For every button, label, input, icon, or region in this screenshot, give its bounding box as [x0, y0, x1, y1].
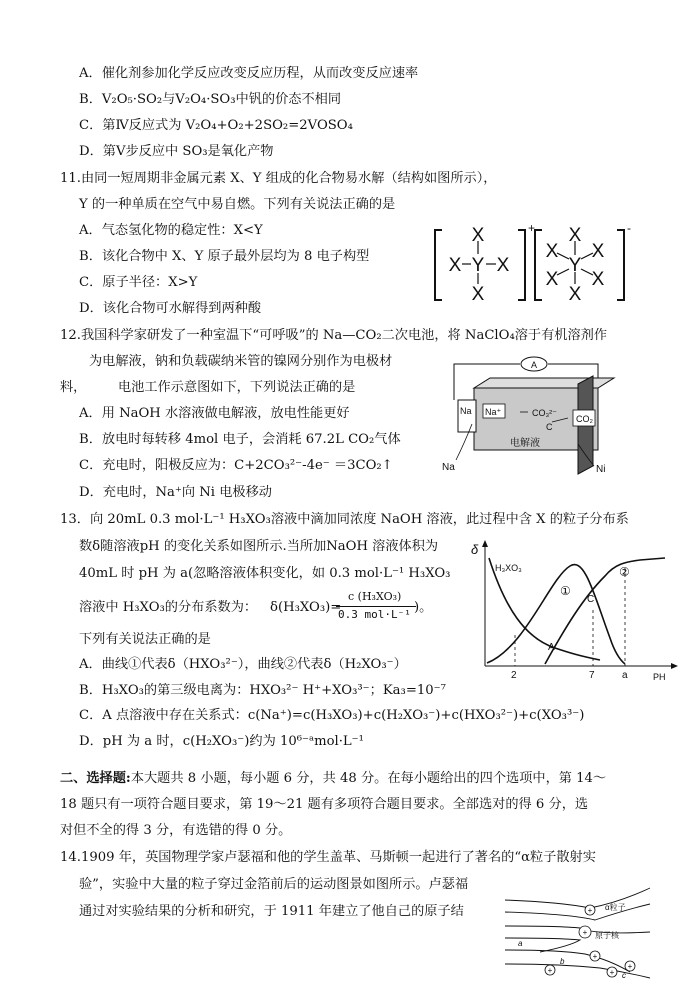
carbon-label: C — [546, 422, 553, 432]
q11-x-atom: X — [496, 255, 510, 276]
q13-stem-line5: 下列有关说法正确的是 — [79, 632, 211, 647]
na-side-label: Na — [442, 462, 455, 473]
carbonate-label: CO₃²⁻ — [532, 408, 557, 418]
q13-option-b: B．H₃XO₃的第三级电离为：HXO₃²⁻ H⁺+XO₃³⁻；Ka₃=10⁻⁷ — [79, 683, 446, 698]
curve-label-2: ② — [619, 565, 630, 579]
tick-7: 7 — [589, 670, 595, 681]
tick-a: a — [622, 670, 628, 681]
na-electrode-label: Na — [460, 406, 472, 416]
q11-x-atom: X — [471, 284, 485, 305]
q13-stem-line3: 40mL 时 pH 为 a(忽略溶液体积变化，如 0.3 mol·L⁻¹ H₃XO₃ — [79, 566, 451, 581]
curve-label-1: ① — [560, 584, 571, 598]
q13-formula-numerator: c (H₃XO₃) — [348, 590, 402, 603]
q11-x-atom: X — [591, 241, 605, 262]
q11-option-b: B．该化合物中 X、Y 原子最外层均为 8 电子构型 — [79, 249, 370, 264]
section2-heading-rest: 本大题共 8 小题，每小题 6 分，共 48 分。在每小题给出的四个选项中，第 14～ — [130, 771, 607, 786]
section2-line3: 对但不全的得 3 分，有选错的得 0 分。 — [60, 823, 292, 838]
q11-option-d: D．该化合物可水解得到两种酸 — [79, 301, 262, 316]
q14-stem-line1: 14.1909 年，英国物理学家卢瑟福和他的学生盖革、马斯顿一起进行了著名的“α粒子散射实 — [60, 850, 596, 865]
tick-2: 2 — [511, 670, 517, 681]
svg-text:+: + — [547, 966, 553, 975]
svg-text:+: + — [592, 952, 598, 961]
q13-option-d: D．pH 为 a 时，c(H₂XO₃⁻)约为 10⁶⁻ᵃmol·L⁻¹ — [79, 734, 364, 749]
ammeter-label: A — [530, 360, 538, 370]
q12-option-b: B．放电时每转移 4mol 电子，会消耗 67.2L CO₂气体 — [79, 432, 401, 447]
q11-option-c: C．原子半径：X>Y — [79, 275, 198, 290]
chart-y-label: δ — [471, 542, 479, 557]
na-ion-label: Na⁺ — [485, 407, 502, 417]
svg-text:+: + — [609, 968, 615, 977]
q11-structure-figure — [430, 222, 630, 307]
q11-x-atom: X — [568, 225, 582, 246]
chart-x-label: PH — [653, 672, 666, 682]
q11-minus-charge: - — [627, 221, 631, 235]
q13-distribution-chart — [465, 538, 680, 683]
q12-option-a: A．用 NaOH 水溶液做电解液，放电性能更好 — [79, 406, 350, 421]
q14-stem-line2: 验”，实验中大量的粒子穿过金箔前后的运动图景如图所示。卢瑟福 — [79, 877, 469, 892]
svg-text:+: + — [587, 906, 593, 915]
curve-label-h3xo3: H₃XO₃ — [495, 563, 522, 573]
point-a-label: A — [548, 642, 555, 653]
q13-formula-denominator: 0.3 mol·L⁻¹ — [338, 608, 411, 621]
q11-y-atom: Y — [471, 255, 485, 276]
q10-option-d: D．第Ⅴ步反应中 SO₃是氧化产物 — [79, 144, 274, 159]
q10-option-b: B．V₂O₅·SO₂与V₂O₄·SO₃中钒的价态不相同 — [79, 92, 342, 107]
q14-scattering-diagram — [500, 880, 660, 980]
q12-stem-line3b: 电池工作示意图如下，下列说法正确的是 — [118, 380, 356, 395]
q11-x-atom: X — [471, 225, 485, 246]
electrolyte-label: 电解液 — [510, 438, 540, 449]
point-c-label: C — [587, 594, 595, 605]
section2-line1 — [60, 770, 606, 788]
q11-x-atom: X — [545, 241, 559, 262]
path-c-label: c — [622, 971, 626, 980]
q13-option-c: C．A 点溶液中存在关系式：c(Na⁺)=c(H₃XO₃)+c(H₂XO₃⁻)+c(HXO₃²⁻)+c(XO₃³⁻) — [79, 708, 585, 723]
path-a-label: a — [518, 939, 523, 948]
q12-stem-line3a: 料， — [60, 380, 87, 395]
section2-line2: 18 题只有一项符合题目要求，第 19～21 题有多项符合题目要求。全部选对的得 6 分，选 — [60, 797, 589, 812]
q13-formula-lhs: δ(H₃XO₃)= — [270, 600, 342, 615]
q14-stem-line3: 通过对实验结果的分析和研究，于 1911 年建立了他自己的原子结 — [79, 904, 464, 919]
q11-stem-line2: Y 的一种单质在空气中易自燃。下列有关说法正确的是 — [79, 197, 396, 212]
q11-x-atom: X — [448, 255, 462, 276]
q10-option-c: C．第Ⅳ反应式为 V₂O₄+O₂+2SO₂=2VOSO₄ — [79, 118, 353, 133]
q12-battery-diagram — [428, 348, 623, 478]
q11-plus-charge: + — [528, 221, 536, 235]
q11-x-atom: X — [568, 284, 582, 305]
co2-label: CO₂ — [576, 414, 593, 424]
q12-stem-line1: 12.我国科学家研发了一种室温下“可呼吸”的 Na—CO₂二次电池，将 NaClO₄溶于有机溶剂作 — [60, 328, 608, 343]
svg-text:+: + — [627, 962, 633, 971]
q12-stem-line2: 为电解液，钠和负载碳纳米管的镍网分别作为电极材 — [89, 354, 393, 369]
q11-option-a: A．气态氢化物的稳定性：X<Y — [79, 223, 263, 238]
q11-x-atom: X — [591, 269, 605, 290]
q13-stem-line4: 溶液中 H₃XO₃的分布系数为： — [79, 600, 258, 615]
q13-stem-line1: 13．向 20mL 0.3 mol·L⁻¹ H₃XO₃溶液中滴加同浓度 NaOH 溶液，此过程中含 X 的粒子分布系 — [60, 512, 629, 527]
q13-option-a: A．曲线①代表δ（HXO₃²⁻），曲线②代表δ（H₂XO₃⁻） — [79, 657, 407, 672]
q11-y-atom: Y — [568, 255, 582, 276]
alpha-particle-label: α粒子 — [605, 903, 626, 912]
nucleus-label: 原子核 — [595, 931, 619, 940]
q10-option-a: A．催化剂参加化学反应改变反应历程，从而改变反应速率 — [79, 66, 419, 81]
path-b-label: b — [560, 957, 565, 966]
ni-side-label: Ni — [596, 464, 606, 475]
q11-x-atom: X — [545, 269, 559, 290]
curve-2 — [545, 558, 665, 664]
svg-text:+: + — [582, 928, 588, 937]
q13-stem-line2: 数δ随溶液pH 的变化关系如图所示.当所加NaOH 溶液体积为 — [79, 539, 439, 554]
q12-option-d: D．充电时，Na⁺向 Ni 电极移动 — [79, 485, 272, 500]
q11-stem-line1: 11.由同一短周期非金属元素 X、Y 组成的化合物易水解（结构如图所示）， — [60, 171, 497, 186]
section2-heading: 二、选择题: — [60, 771, 131, 786]
curve-h3xo3 — [489, 558, 600, 660]
q13-formula-end: )。 — [414, 600, 433, 615]
q12-option-c: C．充电时，阳极反应为：C+2CO₃²⁻-4e⁻ ＝3CO₂↑ — [79, 458, 393, 473]
